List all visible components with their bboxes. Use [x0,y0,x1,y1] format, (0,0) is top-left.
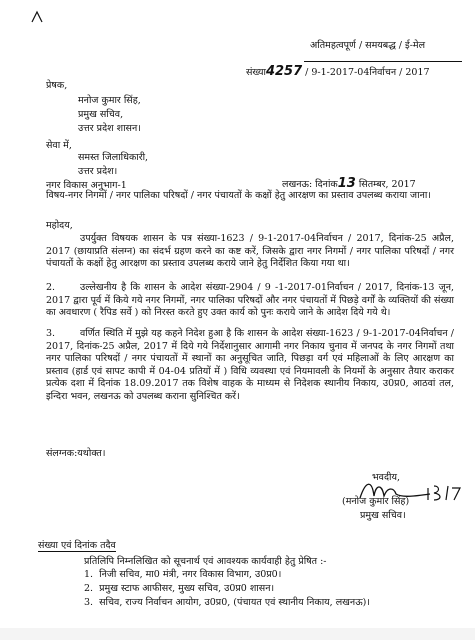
letter-number: संख्या4257 / 9-1-2017-04निर्वाचन / 2017 [246,64,430,79]
paragraph-3: वर्णित स्थिति में मुझे यह कहने निदेश हुआ है कि शासन के आदेश संख्या-1623 / 9-1-2017-04निर्वाचन / 2017, दिनांक-25 अप्रैल, 2017 में दिये गये निर्देशानुसार आगामी नगर निकाय चुनाव में जनपद के नगर निगमों तथा नगर पालिका परिषदों / नगर पंचायतों में स्थानों का अनुसूचित जाति, पिछड़ा वर्ग एवं महिलाओं के लिए आरक्षण का प्रस्ताव (हार्ड एवं सापट कापी में 04-04 प्रतियों में ) विधि व्यवस्था एवं नियमावली के नियमों के अनुसार तैयार कराकर प्रत्येक दशा में दिनांक 18.09.2017 तक विशेष वाहक के माध्यम से निदेशक स्थानीय निकाय, उ0प्र0, आठवां तल, इन्दिरा भवन, लखनऊ को उपलब्ध कराना सुनिश्चित करें। [46,328,454,402]
date-line: लखनऊ: दिनांक13 सितम्बर, 2017 [282,176,416,191]
priority-line: अतिमहत्वपूर्ण / समयबद्ध / ई-मेल [310,40,426,51]
recipient-label: सेवा में, [46,140,72,151]
copy-item-3: 3. सचिव, राज्य निर्वाचन आयोग, उ0प्र0, (पंचायत एवं स्थानीय निकाय, लखनऊ)। [84,597,370,608]
copy-intro: प्रतिलिपि निम्नलिखित को सूचनार्थ एवं आवश्यक कार्यवाही हेतु प्रेषित :- [84,556,327,567]
closing: भवदीय, [372,472,400,483]
handwritten-mark [30,10,44,27]
copy-item-2: 2. प्रमुख स्टाफ आफीसर, मुख्य सचिव, उ0प्र0 शासन। [84,583,275,594]
sender-title: प्रमुख सचिव, [78,109,124,120]
paragraph-3-number: 3. [46,328,56,339]
paragraph-2: उल्लेखनीय है कि शासन के आदेश संख्या-2904 / 9 -1-2017-01निर्वाचन / 2017, दिनांक-13 जून, 2017 द्वारा पूर्व में किये गये नगर निगमों, नगर पालिका परिषदों और नगर पंचायतों में पिछड़े वर्गों के व्यक्तियों की संख्या का अवधारण ( रैपिड सर्वे ) को निरस्त करते हुए उक्त कार्य को पुनः कराये जाने के आदेश दिये गये थे। [46,282,454,319]
copy-heading: संख्या एवं दिनांक तदैव [38,540,116,551]
paragraph-1: उपर्युक्त विषयक शासन के पत्र संख्या-1623 / 9-1-2017-04निर्वाचन / 2017, दिनांक-25 अप्रैल, 2017 (छायाप्रति संलग्न) का संदर्भ ग्रहण करने का कष्ट करें, जिसके द्वारा नगर निगमों / नगर पालिका परिषदों / नगर पंचायतों के कक्षों हेतु आरक्षण का प्रस्ताव उपलब्ध कराये जाने हेतु निर्देशित किया गया था। [46,233,454,270]
sender-label: प्रेषक, [46,80,68,91]
salutation: महोदय, [46,220,73,231]
section-line: नगर विकास अनुभाग-1 [46,180,127,191]
header-rule [304,61,462,62]
signatory-title: प्रमुख सचिव। [360,510,406,521]
paragraph-2-number: 2. [46,282,56,293]
enclosure: संलग्नक:यथोक्त। [46,448,106,459]
sender-office: उत्तर प्रदेश शासन। [78,123,141,134]
subject: विषय-नगर निगमों / नगर पालिका परिषदों / नगर पंचायतों के कक्षों हेतु आरक्षण का प्रस्ताव उपलब्ध कराया जाना। [46,190,431,201]
signatory-name: (मनोज कुमार सिंह) [342,496,410,507]
recipient-state: उत्तर प्रदेश। [78,166,118,177]
sender-name: मनोज कुमार सिंह, [78,95,141,106]
recipient-name: समस्त जिलाधिकारी, [78,152,149,163]
copy-item-1: 1. निजी सचिव, मा0 मंत्री, नगर विकास विभाग, उ0प्र0। [84,569,282,580]
bottom-edge [0,628,475,640]
